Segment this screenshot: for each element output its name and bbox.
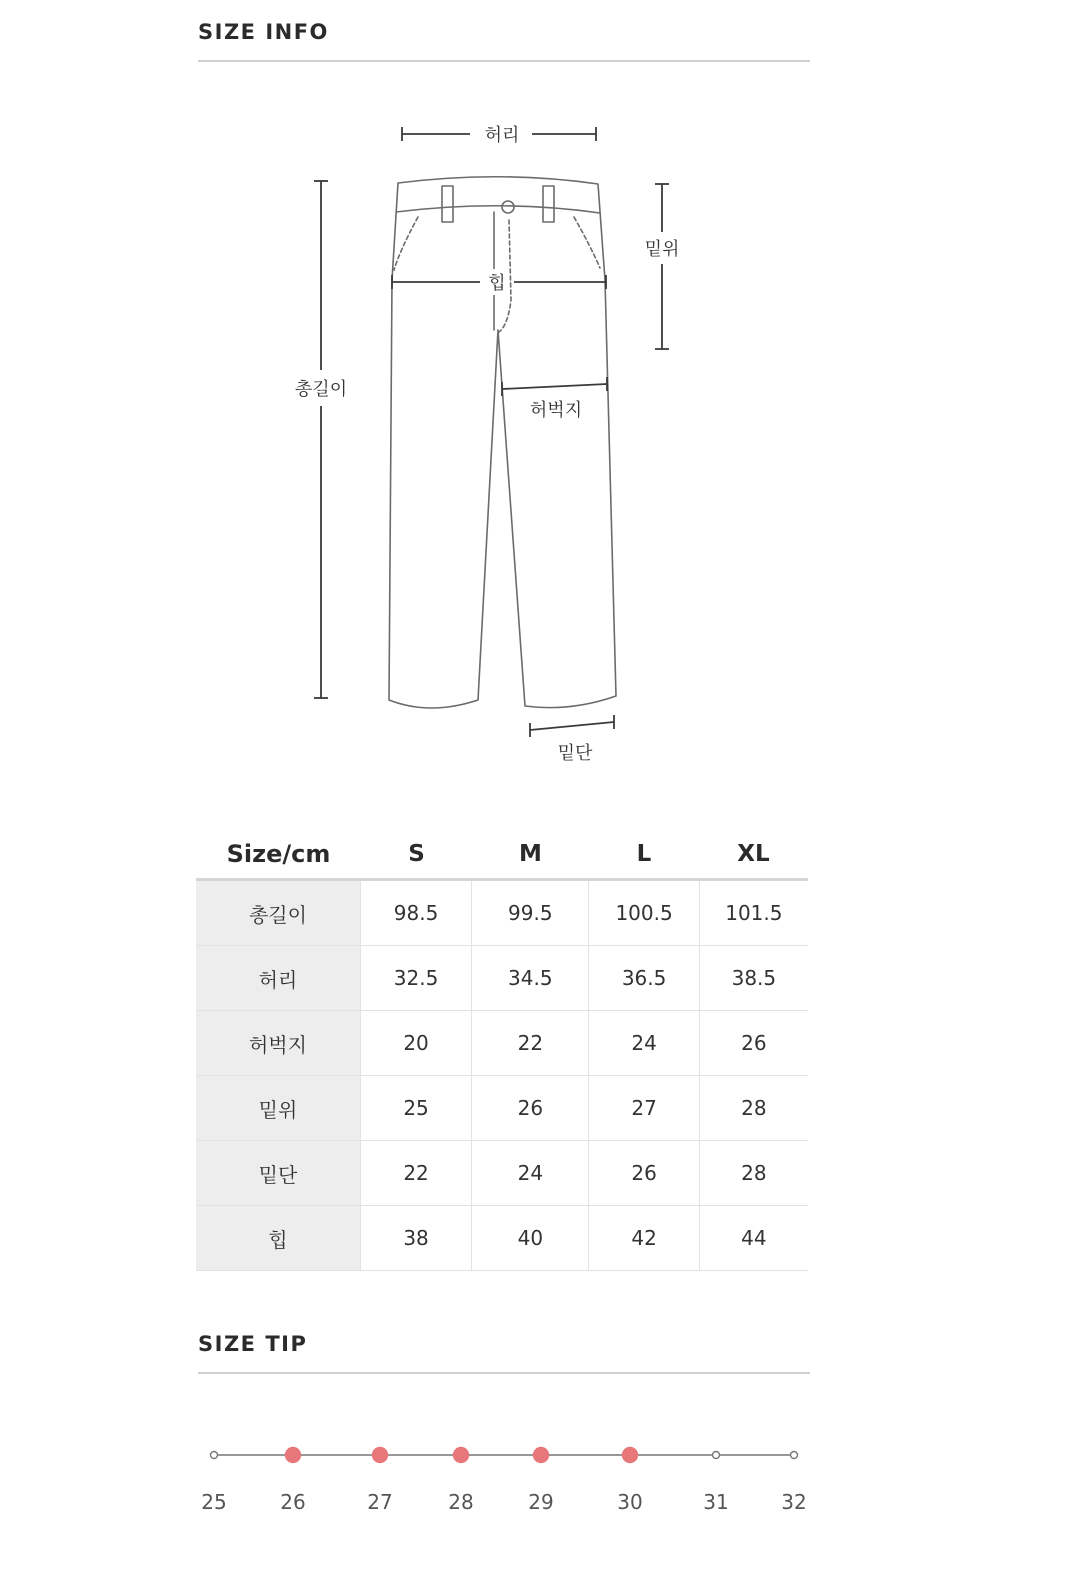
size-tip-tick-label: 28 [448,1490,474,1514]
size-tip-tick-label: 26 [280,1490,306,1514]
table-cell: 44 [699,1206,808,1270]
size-tip-title: SIZE TIP [198,1332,308,1356]
rise-label: 밑위 [642,235,683,261]
size-header-xl: XL [737,841,770,867]
total-length-label: 총길이 [292,375,350,401]
table-cell: 36.5 [588,946,698,1010]
size-header-l: L [636,841,652,867]
size-tip-marker-recommended [373,1448,388,1463]
hem-label: 밑단 [555,739,596,765]
table-row [196,946,808,1011]
table-row [196,881,808,946]
table-row [196,1076,808,1141]
table-cell: 26 [471,1076,588,1140]
table-cell: 24 [588,1011,698,1075]
size-tip-tick-label: 30 [617,1490,643,1514]
row-label: 허벅지 [196,1011,360,1075]
table-cell: 27 [588,1076,698,1140]
table-row [196,1011,808,1076]
table-cell: 24 [471,1141,588,1205]
thigh-label: 허벅지 [527,396,585,422]
table-cell: 28 [699,1076,808,1140]
table-cell: 100.5 [588,881,698,945]
table-cell: 40 [471,1206,588,1270]
table-cell: 38 [360,1206,471,1270]
size-tip-marker-recommended [534,1448,549,1463]
table-cell: 32.5 [360,946,471,1010]
size-table [196,830,808,1271]
size-header-m: M [519,841,542,867]
row-label: 밑단 [196,1141,360,1205]
table-cell: 34.5 [471,946,588,1010]
size-table-header [196,830,808,878]
table-cell: 25 [360,1076,471,1140]
size-tip-tick-label: 29 [528,1490,554,1514]
size-unit-header: Size/cm [226,840,331,868]
table-cell: 22 [471,1011,588,1075]
size-info-title: SIZE INFO [198,20,329,44]
row-label: 밑위 [196,1076,360,1140]
table-row [196,1141,808,1206]
table-cell: 98.5 [360,881,471,945]
size-tip-tick-label: 25 [201,1490,227,1514]
table-cell: 26 [699,1011,808,1075]
table-cell: 38.5 [699,946,808,1010]
hip-label: 힙 [485,269,508,295]
row-label: 힙 [196,1206,360,1270]
row-label: 허리 [196,946,360,1010]
size-tip-scale [0,1420,1080,1540]
size-tip-tick-label: 32 [781,1490,807,1514]
waist-label: 허리 [482,121,523,147]
table-cell: 101.5 [699,881,808,945]
table-cell: 22 [360,1141,471,1205]
table-row [196,1206,808,1271]
table-cell: 42 [588,1206,698,1270]
size-tip-marker-recommended [454,1448,469,1463]
size-tip-marker-recommended [623,1448,638,1463]
table-cell: 99.5 [471,881,588,945]
row-label: 총길이 [196,881,360,945]
size-tip-marker [211,1452,218,1459]
size-tip-tick-label: 27 [367,1490,393,1514]
table-cell: 28 [699,1141,808,1205]
table-cell: 20 [360,1011,471,1075]
size-header-s: S [408,841,425,867]
size-tip-divider [198,1372,810,1374]
size-tip-marker [791,1452,798,1459]
table-cell: 26 [588,1141,698,1205]
size-tip-marker-recommended [286,1448,301,1463]
size-tip-marker [713,1452,720,1459]
size-tip-tick-label: 31 [703,1490,729,1514]
